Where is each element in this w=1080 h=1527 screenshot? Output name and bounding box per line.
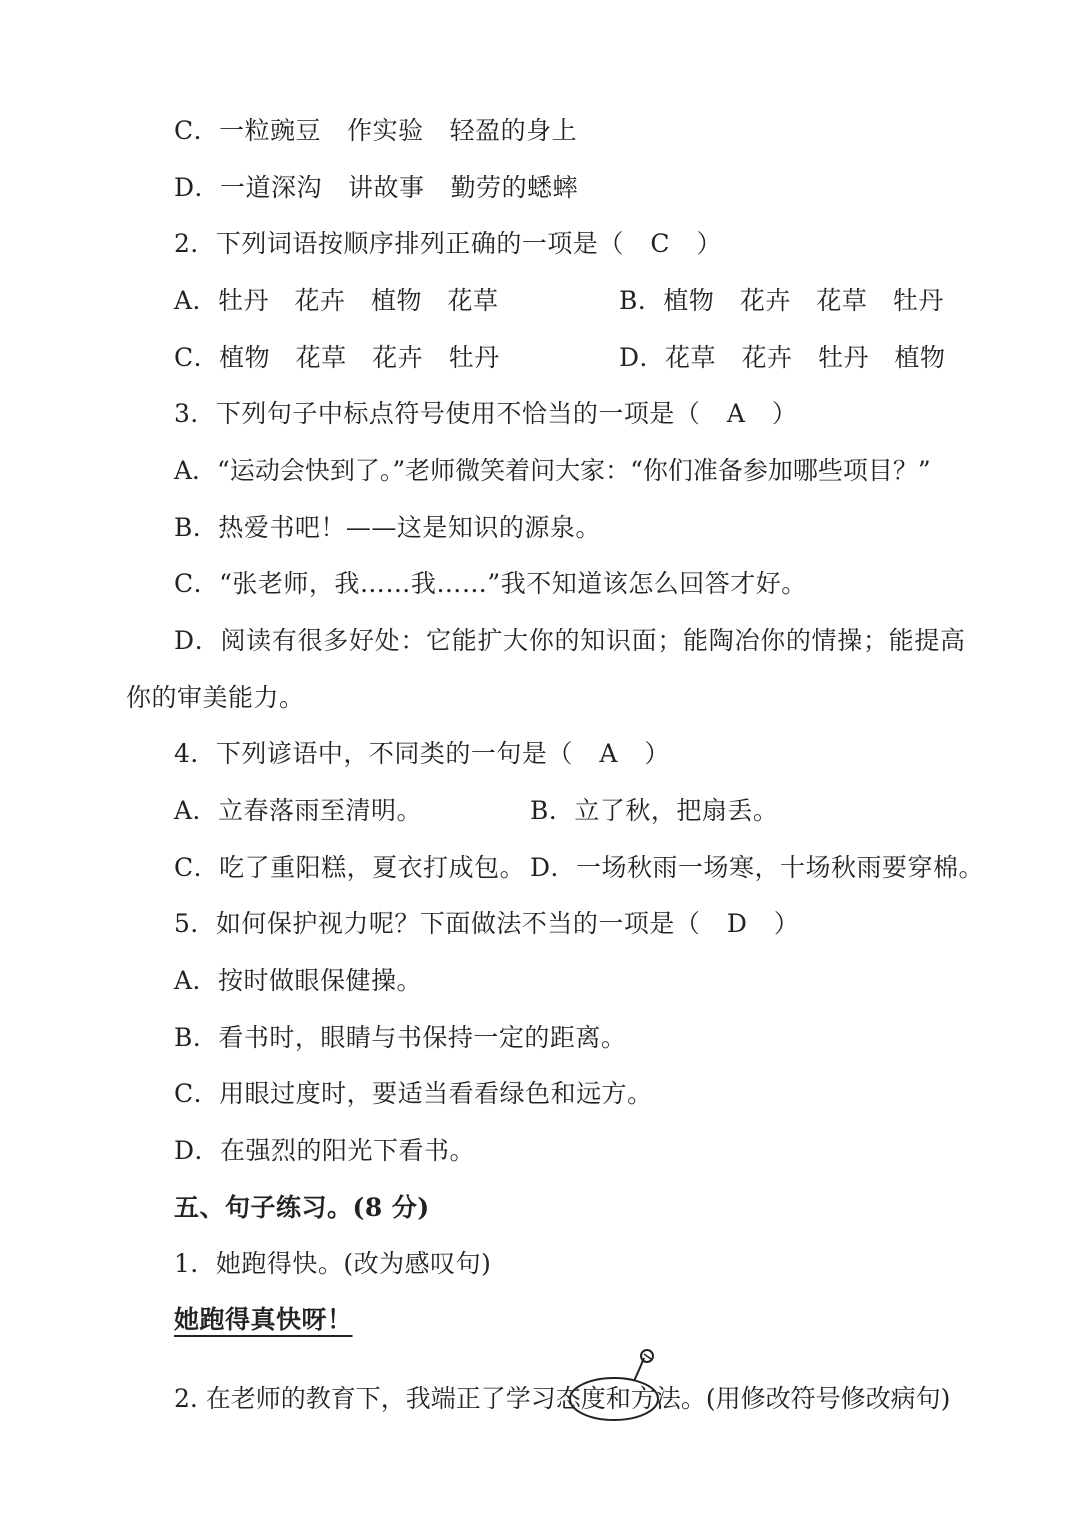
option-a: A．按时做眼保健操。 [174,966,423,995]
answer-letter: A [599,739,618,768]
option-d: D．阅读有很多好处：它能扩大你的知识面；能陶冶你的情操；能提高 [174,626,966,655]
option-line [174,171,578,205]
sentence-exercise-1: 1．她跑得快。(改为感叹句) [174,1249,492,1278]
question-3 [174,397,797,431]
option-d: D．一场秋雨一场寒，十场秋雨要穿棉。 [530,853,985,882]
question-close-paren: ） [644,739,670,768]
sentence-exercise-2 [174,1382,950,1416]
option-a: A．“运动会快到了。”老师微笑着问大家：“你们准备参加哪些项目？” [174,456,931,485]
option-c: C．“张老师，我……我……”我不知道该怎么回答才好。 [174,569,807,598]
deletion-mark-icon [568,1348,668,1426]
circled-words: 和方法 [605,1384,681,1413]
question-5 [174,907,799,941]
question-text: 3．下列句子中标点符号使用不恰当的一项是（ [174,399,701,428]
option-b: B．立了秋，把扇丢。 [530,796,779,825]
handwritten-answer: 她跑得真快呀！ [174,1305,353,1334]
option-b: B．热爱书吧！——这是知识的源泉。 [174,513,601,542]
question-4 [174,737,670,771]
question-text: 2．下列词语按顺序排列正确的一项是（ [174,229,624,258]
question-close-paren: ） [773,909,800,938]
question-close-paren: ） [696,229,722,258]
option-a: A．牡丹 花卉 植物 花草 [174,286,499,315]
answer-letter: C [650,229,671,258]
option-d: D．在强烈的阳光下看书。 [174,1136,476,1165]
option-text: 轻盈的身上 [449,116,578,145]
option-a: A．立春落雨至清明。 [174,796,423,825]
sentence-text: 2. 在老师的教育下，我端正了学习态度 [174,1384,606,1413]
option-text: D．一道深沟 [174,173,323,202]
question-close-paren: ） [771,399,798,428]
question-text: 4．下列谚语中，不同类的一句是（ [174,739,573,768]
option-text: 勤劳的蟋蟀 [450,173,579,202]
answer-letter: A [726,399,746,428]
option-c: C．吃了重阳糕，夏衣打成包。 [174,853,526,882]
answer-letter: D [726,909,748,938]
option-b: B．植物 花卉 花草 牡丹 [619,286,944,315]
question-text: 5．如何保护视力呢？下面做法不当的一项是（ [174,909,701,938]
option-d-continued: 你的审美能力。 [126,683,305,712]
sentence-text: 。(用修改符号修改病句) [680,1384,951,1413]
question-2 [174,227,722,261]
option-c: C．用眼过度时，要适当看看绿色和远方。 [174,1079,653,1108]
option-text: 作实验 [347,116,424,145]
option-text: C．一粒豌豆 [174,116,322,145]
option-b: B．看书时，眼睛与书保持一定的距离。 [174,1023,627,1052]
option-line [174,114,577,148]
option-c: C．植物 花草 花卉 牡丹 [174,343,500,372]
section-heading: 五、句子练习。(8 分) [174,1193,430,1222]
option-d: D．花草 花卉 牡丹 植物 [619,343,946,372]
option-text: 讲故事 [348,173,425,202]
